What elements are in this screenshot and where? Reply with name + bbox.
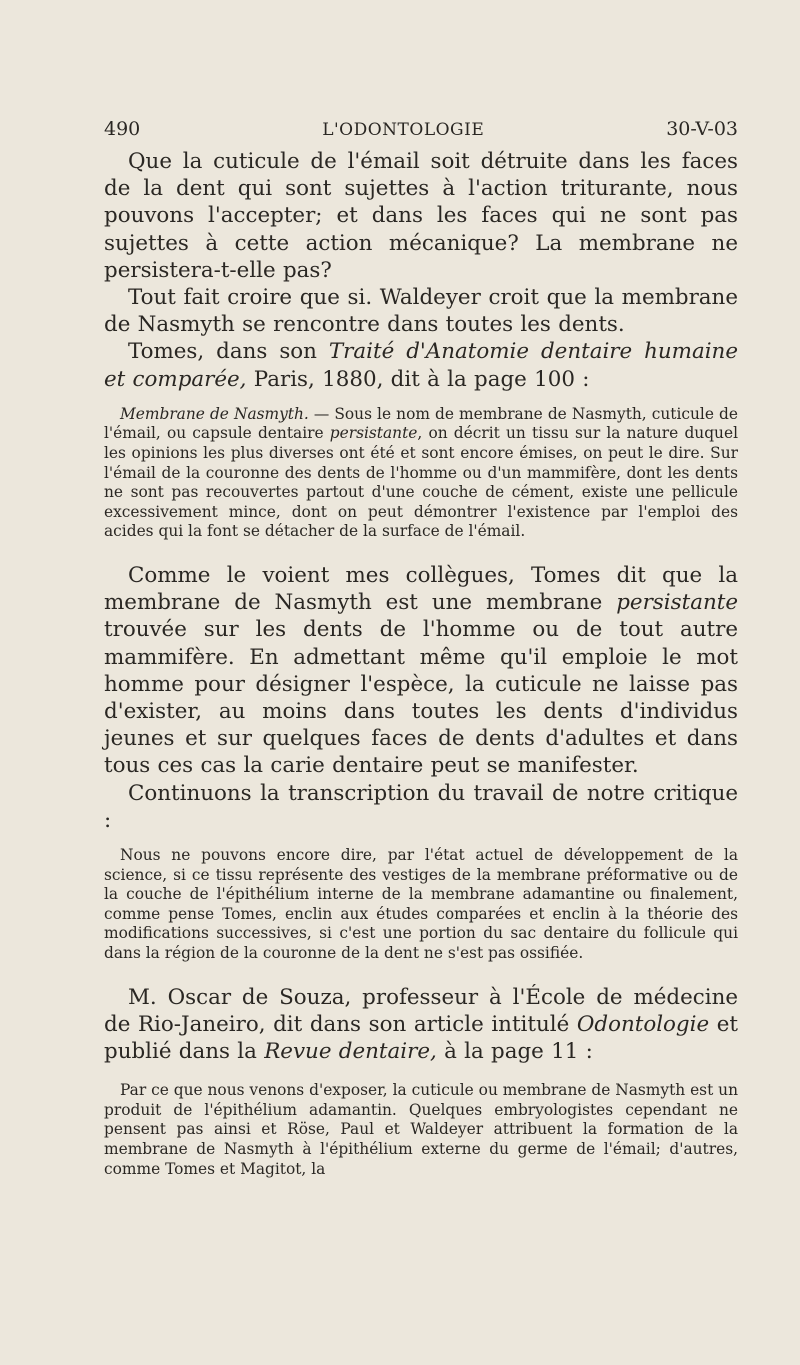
quotation-1-part2: , on décrit un tissu sur la nature duquel les opinions les plus diverses ont été et sont encore émises, on peut le dire. Sur l'émail de la couronne des dents de l'homme ou d'un mammifère, dont les dents ne sont pas recouvertes partout d'une couche de cément, existe une pellicule excessivement mince, dont on peut démontrer l'existence par l'emploi des acides qui la font se détacher de la surface de l'émail. <box>104 424 739 541</box>
paragraph-6-part3: à la page 11 : <box>436 1038 593 1064</box>
paragraph-5: Continuons la transcription du travail de notre critique : <box>104 780 738 833</box>
quotation-1-lead: Membrane de Nasmyth. <box>120 404 309 423</box>
paragraph-6-part2: et publié dans la <box>104 1011 738 1064</box>
quotation-2: Nous ne pouvons encore dire, par l'état actuel de développement de la science, si ce tissu représente des vestiges de la membrane préformative ou de la couche de l'épithélium interne de la membrane adamantine ou finalement, comme pense Tomes, enclin aux études comparées et enclin à la théorie des modifications successives, si c'est une portion du sac dentaire du follicule qui dans la région de la couronne de la dent ne s'est pas ossifiée. <box>104 846 738 962</box>
paragraph-2: Tout fait croire que si. Waldeyer croit que la membrane de Nasmyth se rencontre dans toutes les dents. <box>104 285 738 338</box>
article-title: Odontologie <box>576 1011 710 1037</box>
journal-name: Revue dentaire, <box>264 1038 437 1064</box>
paragraph-3 <box>104 338 738 392</box>
page-number: 490 <box>104 118 141 140</box>
book-title: Traité d'Anatomie dentaire humaine et comparée, <box>104 339 738 392</box>
paragraph-3-after: Paris, 1880, dit à la page 100 : <box>246 366 590 392</box>
quotation-3: Par ce que nous venons d'exposer, la cuticule ou membrane de Nasmyth est un produit de l'épithélium adamantin. Quelques embryologistes cependant ne pensent pas ainsi et Röse, Paul et Waldeyer attribuent la formation de la membrane de Nasmyth à l'épithélium externe du germe de l'émail; d'autres, comme Tomes et Magitot, la <box>104 1081 738 1178</box>
issue-date: 30-V-03 <box>666 118 738 140</box>
paragraph-6-part1: M. Oscar de Souza, professeur à l'École de médecine de Rio-Janeiro, dit dans son article intitulé <box>104 984 738 1037</box>
paragraph-4-part2: trouvée sur les dents de l'homme ou de tout autre mammifère. En admettant même qu'il emploie le mot homme pour désigner l'espèce, la cuticule ne laisse pas d'exister, au moins dans toutes les dents d'individus jeunes et sur quelques faces de dents d'adultes et dans tous ces cas la carie dentaire peut se manifester. <box>104 617 738 779</box>
quotation-1-italic: persistante <box>329 424 418 443</box>
paragraph-4-part1: Comme le voient mes collègues, Tomes dit que la membrane de Nasmyth est une membrane <box>104 562 738 616</box>
paragraph-6 <box>104 984 738 1066</box>
paragraph-4-italic: persistante <box>616 590 738 616</box>
paragraph-3-before: Tomes, dans son <box>128 339 329 365</box>
running-header <box>104 118 738 148</box>
quotation-1 <box>104 405 738 542</box>
paragraph-1: Que la cuticule de l'émail soit détruite dans les faces de la dent qui sont sujettes à l'action triturante, nous pouvons l'accepter; et dans les faces qui ne sont pas sujettes à cette action mécanique? La membrane ne persistera-t-elle pas? <box>104 149 738 283</box>
paragraph-4 <box>104 562 738 780</box>
journal-title: L'ODONTOLOGIE <box>322 120 485 140</box>
quotation-1-part1: — Sous le nom de membrane de Nasmyth, cuticule de l'émail, ou capsule dentaire <box>104 404 738 443</box>
